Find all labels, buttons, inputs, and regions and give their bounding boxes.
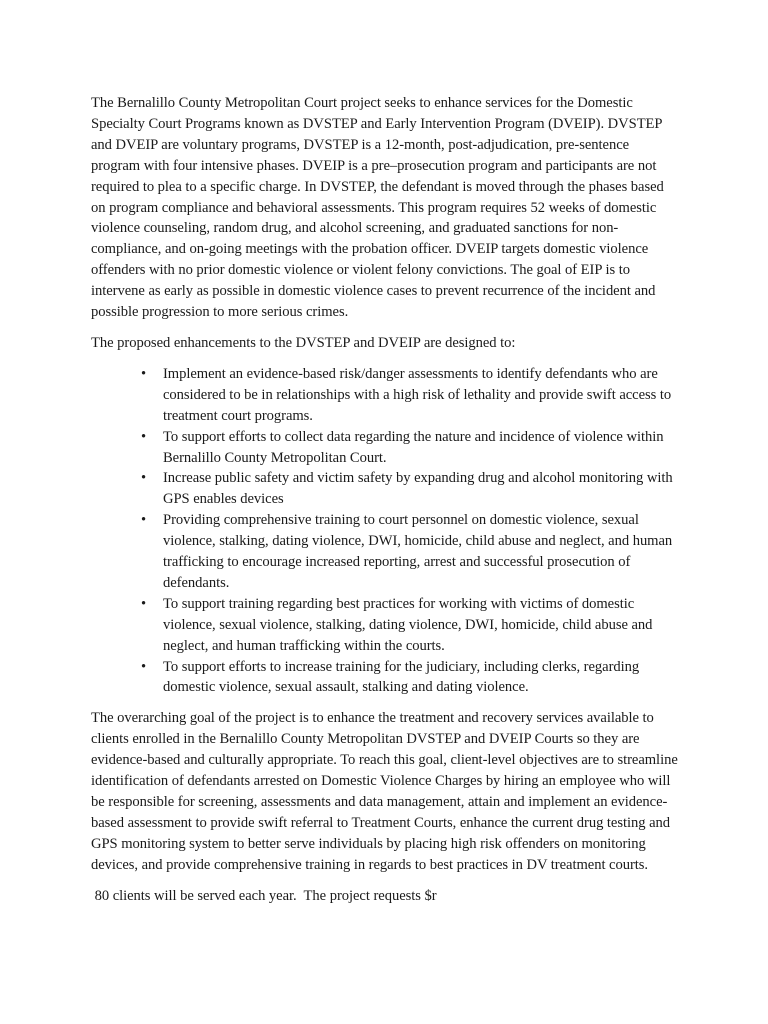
list-item-text: Implement an evidence-based risk/danger assessments to identify defendants who are considered to be in relationships with a high risk of lethality and provide swift access to treatment court programs. [163, 365, 672, 424]
goal-paragraph: The overarching goal of the project is to enhance the treatment and recovery services available to clients enrolled in the Bernalillo County Metropolitan DVSTEP and DVEIP Courts so they are evidence-based and culturally appropriate. To reach this goal, client-level objectives are to streamline identification of defendants arrested on Domestic Violence Charges by hiring an employee who will be responsible for screening, assessments and data management, attain and implement an evidence-based assessment to provide swift referral to Treatment Courts, enhance the current drug testing and GPS monitoring system to better serve individuals by placing high risk offenders on monitoring devices, and provide comprehensive training in regards to best practices in DV treatment courts. [91, 710, 678, 873]
intro-paragraph: The Bernalillo County Metropolitan Court project seeks to enhance services for the Domestic Specialty Court Programs known as DVSTEP and Early Intervention Program (DVEIP). DVSTEP and DVEIP are voluntary programs, DVSTEP is a 12-month, post-adjudication, pre-sentence program with four intensive phases. DVEIP is a pre–prosecution program and participants are not required to plea to a specific charge. In DVSTEP, the defendant is moved through the phases based on program compliance and behavioral assessments. This program requires 52 weeks of domestic violence counseling, random drug, and alcohol screening, and graduated sanctions for non-compliance, and on-going meetings with the probation officer. DVEIP targets domestic violence offenders with no prior domestic violence or violent felony convictions. The goal of EIP is to intervene as early as possible in domestic violence cases to prevent recurrence of the incident and possible progression to more serious crimes. [91, 95, 664, 321]
bullet-icon: • [141, 470, 147, 487]
bullet-icon: • [141, 512, 147, 529]
list-item-text: Increase public safety and victim safety by expanding drug and alcohol monitoring with GPS enables devices [163, 470, 673, 508]
list-item-text: To support efforts to increase training for the judiciary, including clerks, regarding domestic violence, sexual assault, stalking and dating violence. [163, 658, 640, 696]
list-item [91, 594, 681, 657]
enhancements-list [91, 364, 681, 699]
bullet-icon: • [141, 658, 147, 675]
list-item [91, 468, 681, 510]
list-item [91, 510, 681, 594]
bullet-icon: • [141, 365, 147, 382]
bullet-icon: • [141, 595, 147, 612]
list-item [91, 427, 681, 469]
document-body [91, 93, 681, 917]
list-item-text: Providing comprehensive training to court personnel on domestic violence, sexual violence, stalking, dating violence, DWI, homicide, child abuse and neglect, and human trafficking to encourage increased reporting, arrest and successful prosecution of defendants. [163, 512, 673, 591]
list-item [91, 657, 681, 699]
enhancements-intro: The proposed enhancements to the DVSTEP and DVEIP are designed to: [91, 334, 516, 351]
list-item-text: To support training regarding best practices for working with victims of domestic violence, sexual violence, stalking, dating violence, DWI, homicide, child abuse and neglect, and human trafficking within the courts. [163, 595, 653, 654]
list-item [91, 364, 681, 427]
clients-line: 80 clients will be served each year. The project requests $r [91, 887, 437, 904]
bullet-icon: • [141, 428, 147, 445]
list-item-text: To support efforts to collect data regarding the nature and incidence of violence within Bernalillo County Metropolitan Court. [163, 428, 664, 466]
